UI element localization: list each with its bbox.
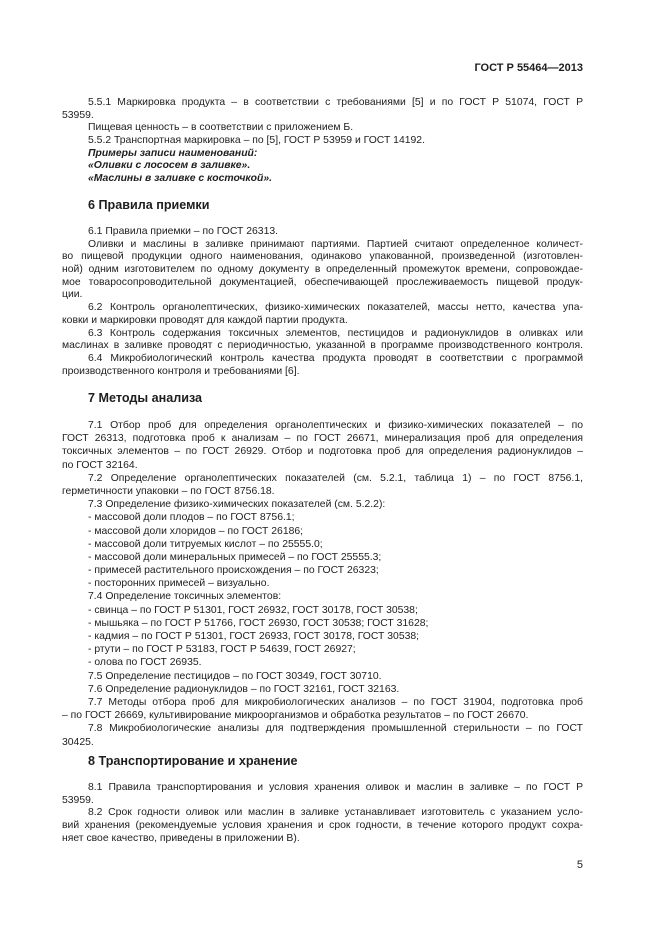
text-line: 7.6 Определение радионуклидов – по ГОСТ 32161, ГОСТ 32163.: [88, 683, 400, 695]
text-line: герметичности упаковки – по ГОСТ 8756.18.: [62, 485, 275, 497]
text-line: ной) одним изготовителем по одному документу в определенный промежуток времени, сопровождае-: [62, 264, 583, 276]
text-line: по ГОСТ 32164.: [62, 459, 138, 471]
text-line: вий хранения (рекомендуемые условия хранения и срок годности, в течение которого продукт сохра-: [62, 820, 583, 832]
text-line: ГОСТ 26313, подготовка проб к анализам – по ГОСТ 26671, минерализация проб для определения: [62, 433, 583, 445]
text-line: Примеры записи наименований:: [88, 147, 258, 159]
text-line: 5.5.1 Маркировка продукта – в соответствии с требованиями [5] и по ГОСТ Р 51074, ГОСТ Р: [88, 97, 583, 108]
text-line: 8.1 Правила транспортирования и условия хранения оливок и маслин в заливке – по ГОСТ Р: [88, 782, 583, 793]
list-item: - массовой доли плодов – по ГОСТ 8756.1;: [88, 512, 295, 524]
section-5-text: [62, 97, 583, 186]
page-number: 5: [576, 859, 583, 871]
text-line: 8.2 Срок годности оливок или маслин в заливке устанавливает изготовитель с указанием усло-: [88, 807, 583, 819]
text-line: ковки и маркировки проводят для каждой партии продукта.: [62, 314, 348, 326]
list-item: - олова по ГОСТ 26935.: [88, 657, 202, 669]
section-7-text: [62, 419, 583, 749]
section-6-heading: 6 Правила приемки: [88, 198, 210, 212]
section-8-heading: 8 Транспортирование и хранение: [88, 754, 298, 768]
text-line: 5.5.2 Транспортная маркировка – по [5], ГОСТ Р 53959 и ГОСТ 14192.: [88, 135, 425, 147]
text-line: мое товаросопроводительной документацией, обеспечивающей прослеживаемость пищевой продук-: [62, 276, 583, 288]
text-line: Пищевая ценность – в соответствии с приложением Б.: [88, 122, 354, 134]
text-line: 7.4 Определение токсичных элементов:: [88, 591, 282, 603]
text-line: 7.3 Определение физико-химических показателей (см. 5.2.2):: [88, 499, 386, 511]
section-7-heading: 7 Методы анализа: [88, 391, 203, 405]
text-line: няет свое качество, приведены в приложении В).: [62, 832, 300, 844]
list-item: - примесей растительного происхождения – по ГОСТ 26323;: [88, 565, 379, 577]
text-line: 7.8 Микробиологические анализы для подтверждения промышленной стерильности – по ГОСТ: [88, 723, 583, 735]
text-line: 6.2 Контроль органолептических, физико-химических показателей, массы нетто, качества упа-: [88, 302, 583, 314]
list-item: - массовой доли минеральных примесей – по ГОСТ 25555.3;: [88, 551, 382, 563]
list-item: - мышьяка – по ГОСТ Р 51766, ГОСТ 26930, ГОСТ 30538; ГОСТ 31628;: [88, 617, 429, 629]
text-line: 6.4 Микробиологический контроль качества продукта проводят в соответствии с программой: [88, 352, 583, 364]
list-item: - массовой доли титруемых кислот – по 25555.0;: [88, 538, 323, 550]
text-line: токсичных элементов – по ГОСТ 26929. Отбор и подготовка проб для определения радионуклидов –: [62, 446, 583, 458]
text-line: во пищевой продукции одного наименования, одинаково упакованной, произведенной (изготовлен-: [62, 251, 583, 263]
text-line: 7.2 Определение органолептических показателей (см. 5.2.1, таблица 1) – по ГОСТ 8756.1,: [88, 472, 583, 484]
text-line: – по ГОСТ 26669, культивирование микроорганизмов и обработка результатов – по ГОСТ 26670.: [62, 710, 529, 722]
list-item: - свинца – по ГОСТ Р 51301, ГОСТ 26932, ГОСТ 30178, ГОСТ 30538;: [88, 604, 418, 616]
text-line: Оливки и маслины в заливке принимают партиями. Партией считают определенное количест-: [88, 238, 583, 250]
text-line: 6.1 Правила приемки – по ГОСТ 26313.: [88, 226, 279, 237]
list-item: - массовой доли хлоридов – по ГОСТ 26186;: [88, 525, 304, 537]
section-8-text: [62, 782, 583, 845]
list-item: - кадмия – по ГОСТ Р 51301, ГОСТ 26933, ГОСТ 30178, ГОСТ 30538;: [88, 631, 420, 642]
text-line: «Маслины в заливке с косточкой».: [88, 173, 273, 185]
document-header: ГОСТ Р 55464—2013: [474, 62, 583, 74]
text-line: 7.1 Отбор проб для определения органолептических и физико-химических показателей – по: [88, 420, 583, 431]
text-line: 7.7 Методы отбора проб для микробиологических анализов – по ГОСТ 31904, подготовка проб: [88, 696, 583, 708]
list-item: - посторонних примесей – визуально.: [88, 578, 270, 590]
text-line: производственного контроля и требованиями [6].: [62, 365, 300, 377]
text-line: «Оливки с лососем в заливке».: [88, 160, 251, 172]
text-line: маслинах в заливке проводят с периодичностью, указанной в программе производственного контроля.: [62, 340, 583, 352]
list-item: - ртути – по ГОСТ Р 53183, ГОСТ Р 54639, ГОСТ 26927;: [88, 644, 356, 656]
text-line: ции.: [62, 289, 83, 301]
section-6-text: [62, 226, 583, 378]
text-line: 53959.: [62, 109, 94, 121]
text-line: 53959.: [62, 794, 94, 806]
text-line: 6.3 Контроль содержания токсичных элементов, пестицидов и радионуклидов в оливках или: [88, 327, 583, 339]
text-line: 7.5 Определение пестицидов – по ГОСТ 30349, ГОСТ 30710.: [88, 670, 382, 682]
text-line: 30425.: [62, 736, 94, 748]
